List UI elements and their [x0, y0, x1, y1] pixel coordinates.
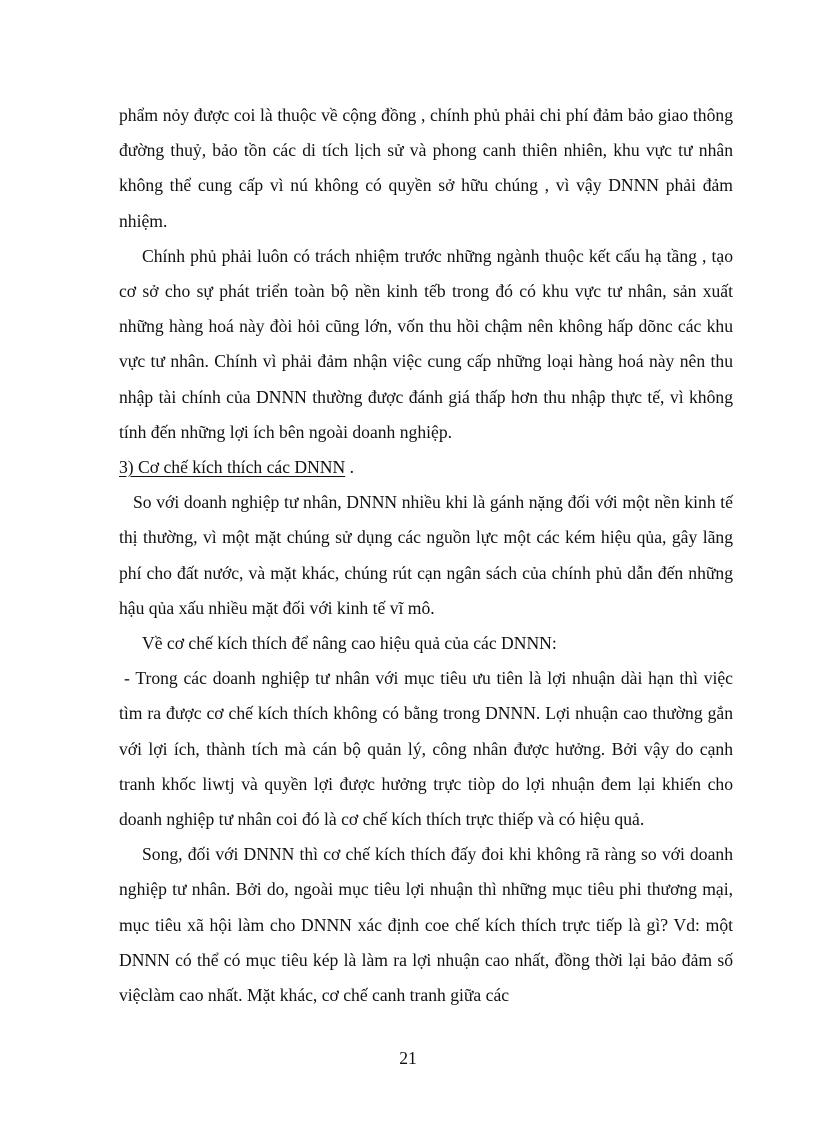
paragraph-dnnn-incentive: Song, đối với DNNN thì cơ chế kích thích đấy đoi khi không rã ràng so với doanh nghiệp tư nhân. Bởi do, ngoài mục tiêu lợi nhuận thì những mục tiêu phi thương mại, mục tiêu xã hội làm cho DNNN xác định coe chế kích thích trực tiếp là gì? Vd: một DNNN có thể có mục tiêu kép là làm ra lợi nhuận cao nhất, đồng thời lại bảo đảm số việclàm cao nhất. Mặt khác, cơ chế canh tranh giữa các [119, 844, 733, 1006]
section-heading-title: 3) Cơ chế kích thích các DNNN [119, 457, 346, 478]
paragraph-infrastructure: Chính phủ phải luôn có trách nhiệm trước những ngành thuộc kết cấu hạ tầng , tạo cơ sở cho sự phát triển toàn bộ nền kinh tếb trong đó có khu vực tư nhân, sản xuất những hàng hoá này đòi hỏi cũng lớn, vốn thu hồi chậm nên không hấp dõnc các khu vực tư nhân. Chính vì phải đảm nhận việc cung cấp những loại hàng hoá này nên thu nhập tài chính của DNNN thường được đánh giá thấp hơn thu nhập thực tế, vì không tính đến những lợi ích bên ngoài doanh nghiệp. [119, 245, 733, 442]
paragraph-mechanism-intro: Về cơ chế kích thích để nâng cao hiệu quả của các DNNN: [142, 633, 557, 654]
section-heading [119, 450, 733, 485]
section-heading-suffix: . [345, 457, 355, 478]
body-text [119, 98, 733, 1013]
paragraph-burden: So với doanh nghiệp tư nhân, DNNN nhiều khi là gánh nặng đối với một nền kinh tế thị thường, vì một mặt chúng sử dụng các nguồn lực một các kém hiệu qủa, gây lãng phí cho đất nước, và mặt khác, chúng rút cạn ngân sách của chính phủ dẫn đến những hậu qủa xấu nhiều mặt đối với kinh tế vĩ mô. [119, 492, 733, 618]
page-number: 21 [399, 1048, 417, 1068]
paragraph-private-incentive: - Trong các doanh nghiệp tư nhân với mục tiêu ưu tiên là lợi nhuận dài hạn thì việc tìm ra được cơ chế kích thích không có bằng trong DNNN. Lợi nhuận cao thường gắn với lợi ích, thành tích mà cán bộ quản lý, công nhân được hưởng. Bởi vậy do cạnh tranh khốc liwtj và quyền lợi được hưởng trực tiòp do lợi nhuận đem lại khiến cho doanh nghiệp tư nhân coi đó là cơ chế kích thích trực thiếp và có hiệu quả. [119, 668, 733, 830]
paragraph-public-goods: phẩm nỏy được coi là thuộc về cộng đồng , chính phủ phải chi phí đảm bảo giao thông đường thuỷ, bảo tồn các di tích lịch sử và phong canh thiên nhiên, khu vực tư nhân không thể cung cấp vì nú không có quyền sở hữu chúng , vì vậy DNNN phải đảm nhiệm. [119, 105, 733, 231]
